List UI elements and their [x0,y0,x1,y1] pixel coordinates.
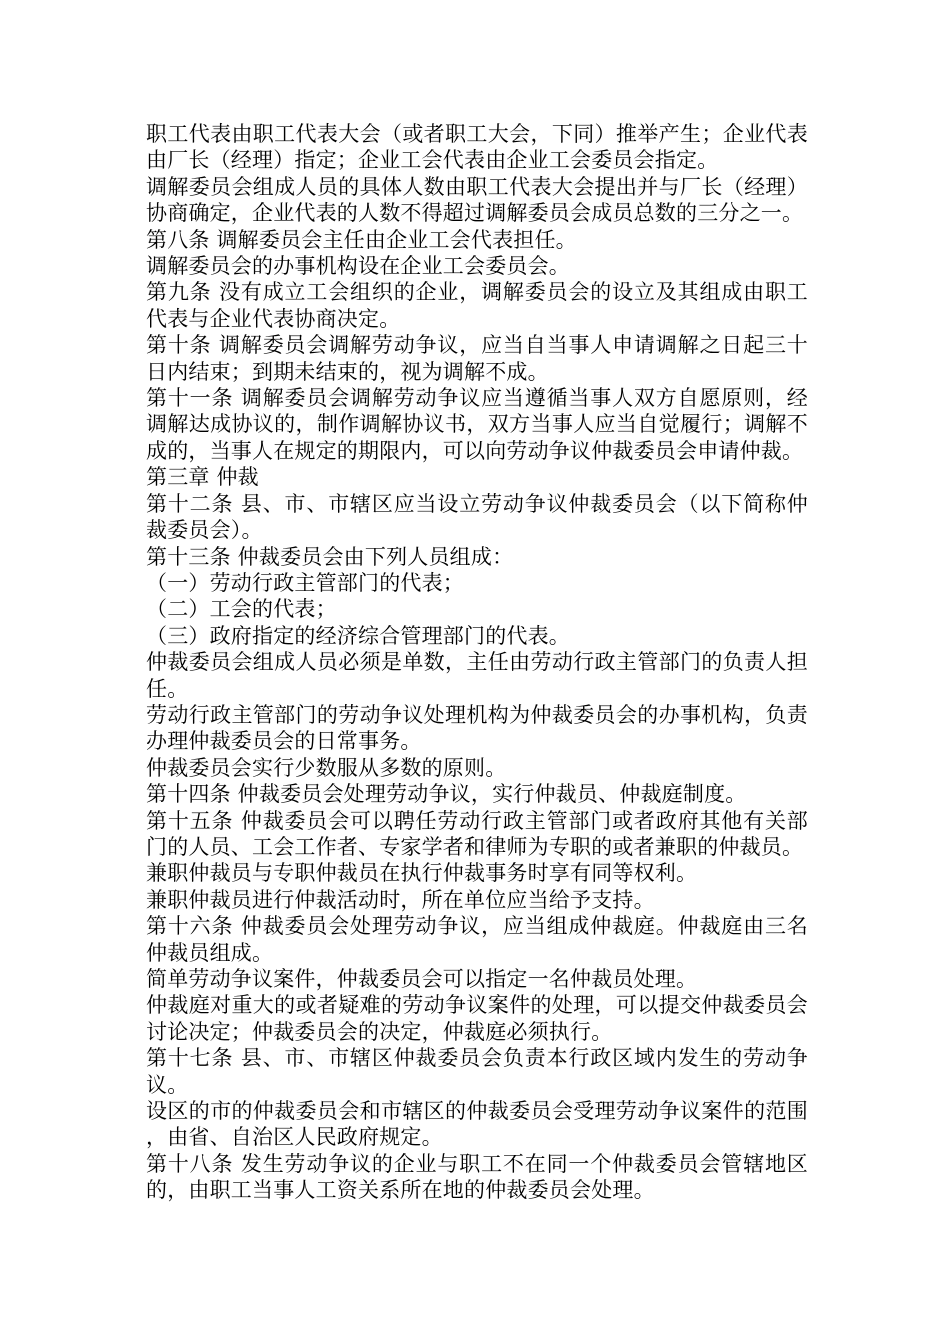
paragraph-14: 仲裁委员会组成人员必须是单数，主任由劳动行政主管部门的负责人担任。 [146,650,808,701]
paragraph-15: 劳动行政主管部门的劳动争议处理机构为仲裁委员会的办事机构，负责办理仲裁委员会的日常事务。 [146,702,808,754]
paragraph-22: 简单劳动争议案件，仲裁委员会可以指定一名仲裁员处理。 [146,967,698,991]
article-10: 第十条 调解委员会调解劳动争议，应当自当事人申请调解之日起三十日内结束；到期未结束的，视为调解不成。 [146,333,808,384]
chapter-3-heading: 第三章 仲裁 [146,465,259,490]
article-16: 第十六条 仲裁委员会处理劳动争议，应当组成仲裁庭。仲裁庭由三名仲裁员组成。 [146,914,808,965]
list-item-1: （一）劳动行政主管部门的代表； [146,570,464,595]
article-13: 第十三条 仲裁委员会由下列人员组成： [146,544,514,569]
paragraph-25: 设区的市的仲裁委员会和市辖区的仲裁委员会受理劳动争议案件的范围，由省、自治区人民政府规定。 [146,1099,808,1150]
paragraph-2: 调解委员会组成人员的具体人数由职工代表大会提出并与厂长（经理）协商确定，企业代表的人数不得超过调解委员会成员总数的三分之一。 [146,174,808,226]
article-8: 第八条 调解委员会主任由企业工会代表担任。 [146,227,577,252]
article-15: 第十五条 仲裁委员会可以聘任劳动行政主管部门或者政府其他有关部门的人员、工会工作者、专家学者和律师为专职的或者兼职的仲裁员。 [146,808,808,859]
paragraph-16: 仲裁委员会实行少数服从多数的原则。 [146,755,507,780]
paragraph-20: 兼职仲裁员进行仲裁活动时，所在单位应当给予支持。 [146,887,655,912]
paragraph-4: 调解委员会的办事机构设在企业工会委员会。 [146,254,570,279]
article-14: 第十四条 仲裁委员会处理劳动争议，实行仲裁员、仲裁庭制度。 [146,782,747,807]
list-item-2: （二）工会的代表； [146,597,337,622]
article-17: 第十七条 县、市、市辖区仲裁委员会负责本行政区域内发生的劳动争议。 [146,1046,808,1097]
article-9: 第九条 没有成立工会组织的企业，调解委员会的设立及其组成由职工代表与企业代表协商决定。 [146,280,808,331]
article-18: 第十八条 发生劳动争议的企业与职工不在同一个仲裁委员会管辖地区的，由职工当事人工资关系所在地的仲裁委员会处理。 [146,1151,808,1203]
paragraph-23: 仲裁庭对重大的或者疑难的劳动争议案件的处理，可以提交仲裁委员会讨论决定；仲裁委员会的决定，仲裁庭必须执行。 [146,993,808,1044]
paragraph-1: 职工代表由职工代表大会（或者职工大会，下同）推举产生；企业代表由厂长（经理）指定；企业工会代表由企业工会委员会指定。 [146,122,808,173]
paragraph-19: 兼职仲裁员与专职仲裁员在执行仲裁事务时享有同等权利。 [146,861,698,886]
article-11: 第十一条 调解委员会调解劳动争议应当遵循当事人双方自愿原则，经调解达成协议的，制作调解协议书，双方当事人应当自觉履行；调解不成的，当事人在规定的期限内，可以向劳动争议仲裁委员会申请仲裁。 [146,386,808,463]
list-item-3: （三）政府指定的经济综合管理部门的代表。 [146,623,570,648]
article-12: 第十二条 县、市、市辖区应当设立劳动争议仲裁委员会（以下简称仲裁委员会）。 [146,491,808,543]
document-body [146,121,808,1204]
